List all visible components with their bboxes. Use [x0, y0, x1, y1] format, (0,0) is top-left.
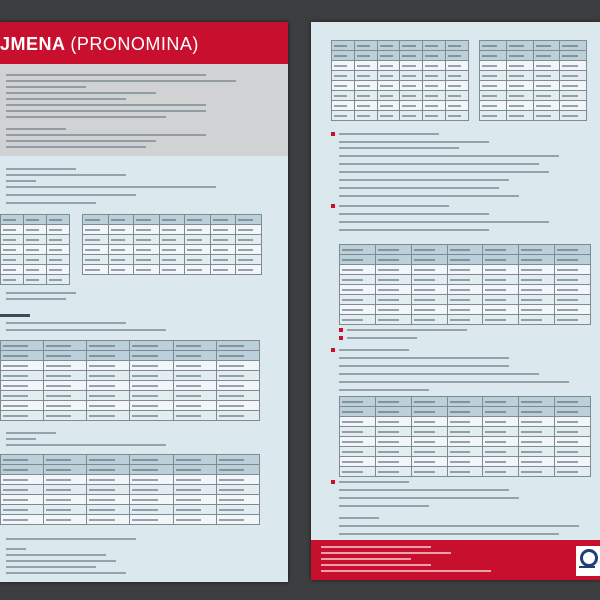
page-title: [0, 34, 199, 55]
right-top-table-2: [479, 40, 587, 121]
right-declension-table-1: [339, 244, 591, 325]
right-top-table-1: [331, 40, 469, 121]
title-paren: (PRONOMINA): [70, 34, 199, 54]
left-page: [0, 22, 288, 582]
declension-table-2: [0, 454, 260, 525]
right-declension-table-2: [339, 396, 591, 477]
title-main: JMENA: [0, 34, 65, 54]
pronoun-table-small: [0, 214, 70, 285]
declension-table-1: [0, 340, 260, 421]
pronoun-table-forms: [82, 214, 262, 275]
right-page-footer: [311, 540, 600, 580]
right-page: [311, 22, 600, 580]
circle-logo-icon: [576, 546, 600, 576]
